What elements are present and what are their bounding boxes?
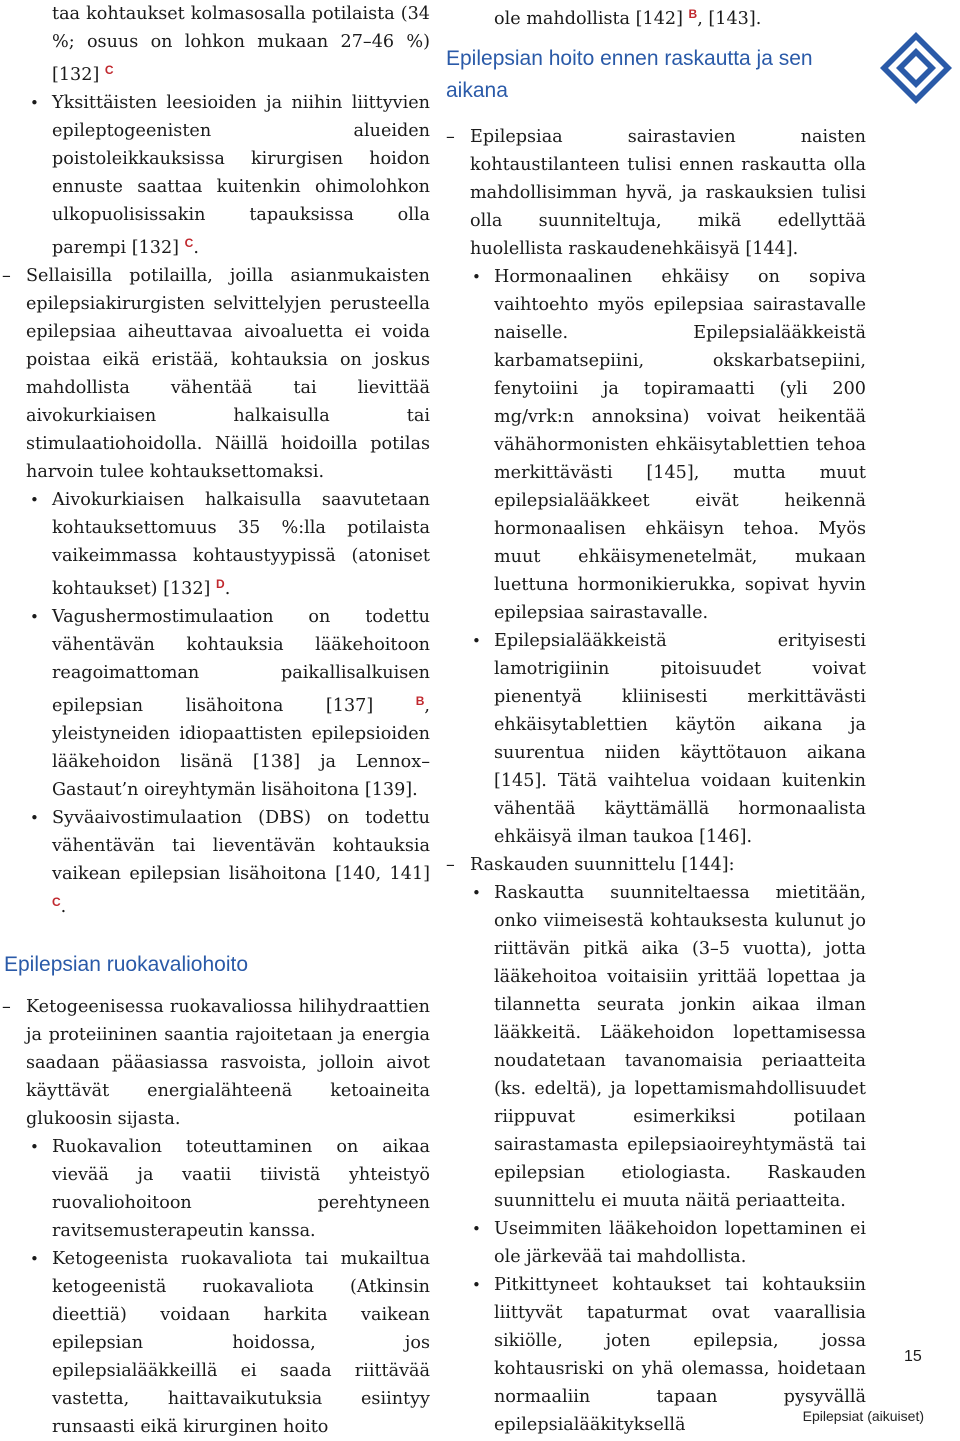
bullet-item: • Raskautta suunniteltaessa mietitään, onko viimeisestä kohtauksesta kulunut jo riittävän pitkä aika (3–5 vuotta), jotta lääkehoitoa voitaisiin yrittää lopettaa ja tilannetta seurata jonkin aikaa ilman lääkkeitä. Lääkehoidon lopettamisessa noudatetaan tavanomaisia periaatteita (ks. edeltä), ja lopettamismahdollisuudet riippuvat esimerkiksi potilaan sairastamasta epilepsiaoireyhtymästä tai epilepsian etiologiasta. Raskauden suunnittelu ei muuta näitä periaatteita. bbox=[446, 879, 866, 1215]
text: taa kohtaukset kolmasosalla potilaista (34 %; osuus on lohkon mukaan 27–46 %) [132] bbox=[52, 4, 430, 85]
bullet-item: • Hormonaalinen ehkäisy on sopiva vaihtoehto myös epilepsiaa sairastavalle naiselle. Epilepsialääkkeistä karbamatsepiini, okskarbatsepiini, fenytoiini ja topiramaatti (yli 200 mg/vrk:n annoksina) voivat heikentää vähähormonisten ehkäisytablettien tehoa merkittävästi [145], mutta muut epilepsialääkkeet eivät heikennä hormonaalisen ehkäisyn tehoa. Myös muut ehkäisymenetelmät, mukaan luettuna hormonikierukka, sopivat hyvin epilepsiaa sairastavalle. bbox=[446, 263, 866, 627]
section-heading: Epilepsian ruokavaliohoito bbox=[4, 953, 248, 976]
page-number: 15 bbox=[904, 1348, 922, 1365]
evidence-grade: C bbox=[52, 895, 61, 909]
evidence-grade: B bbox=[415, 694, 425, 708]
bullet-item: • Epilepsialääkkeistä erityisesti lamotrigiinin pitoisuudet voivat pienentyä kliinisesti merkittävästi ehkäisytablettien käytön aikana ja suurentua niiden käyttötauon aikana [145]. Tätä vaihtelua voidaan kuitenkin vähentää käyttämällä hormonaalista ehkäisyä ilman taukoa [146]. bbox=[446, 627, 866, 851]
continued-paragraph bbox=[0, 0, 430, 89]
left-column bbox=[0, 0, 430, 1441]
text: Syväaivostimulaation (DBS) on todettu vähentävän tai lieventävän kohtauksia vaikean epilepsian lisähoitona [140, 141] bbox=[52, 808, 430, 884]
bullet-item: • Ruokavalion toteuttaminen on aikaa vievää ja vaatii tiivistä yhteistyö ruovaliohoitoon perehtyneen ravitsemusterapeutin kanssa. bbox=[0, 1133, 430, 1245]
text: , [143]. bbox=[697, 9, 762, 29]
evidence-grade: C bbox=[104, 63, 114, 77]
text: ole mahdollista [142] bbox=[494, 9, 683, 29]
bullet-item bbox=[0, 603, 430, 804]
bullet-item: • Syväaivostimulaation (DBS) on todettu vähentävän tai lieventävän kohtauksia vaikean epilepsian lisähoitona [140, 141] $^C$. bbox=[0, 804, 430, 921]
bullet-item: • Ketogeenista ruokavaliota tai mukailtua ketogeenistä ruokavaliota (Atkinsin dieettiä) voidaan harkita vaikean epilepsian hoidossa, jos epilepsialääkkeillä ei saada riittävää vastetta, haittavaikutuksia esiintyy runsaasti eikä kirurginen hoito bbox=[0, 1245, 430, 1441]
footer-title: Epilepsiat (aikuiset) bbox=[802, 1408, 924, 1424]
dash-item: – Sellaisilla potilailla, joilla asianmukaisten epilepsiakirurgisten selvittelyjen perusteella epilepsiaa aiheuttavaa aivoaluetta ei voida poistaa eikä eristää, kohtauksia on joskus mahdollista vähentää tai lievittää aivokurkiaisen halkaisulla tai stimulaatiohoidolla. Näillä hoidoilla potilas harvoin tulee kohtauksettomaksi. bbox=[0, 262, 430, 486]
right-column bbox=[446, 0, 866, 1439]
text: Aivokurkiaisen halkaisulla saavutetaan kohtauksettomuus 35 %:lla potilaista vaikeimmassa kohtaustyypissä (atoniset kohtaukset) [132] bbox=[52, 490, 430, 599]
section-heading: Epilepsian hoito ennen raskautta ja sen aikana bbox=[446, 47, 813, 102]
continued-paragraph bbox=[446, 0, 866, 33]
dash-item: – Epilepsiaa sairastavien naisten kohtaustilanteen tulisi ennen raskautta olla mahdollisimman hyvä, ja raskauksien tulisi olla suunniteltuja, mikä edellyttää huolellista raskaudenehkäisyä [144]. bbox=[446, 123, 866, 263]
bullet-item: • Yksittäisten leesioiden ja niihin liittyvien epileptogeenisten alueiden poistoleikkauksissa kirurgisen hoidon ennuste saattaa kuitenkin ohimolohkon ulkopuolisissakin tapauksissa olla parempi [132] $^C$. bbox=[0, 89, 430, 262]
text: Yksittäisten leesioiden ja niihin liittyvien epileptogeenisten alueiden poistoleikkauksissa kirurgisen hoidon ennuste saattaa kuitenkin ohimolohkon ulkopuolisissakin tapauksissa olla parempi [132] bbox=[52, 93, 430, 258]
evidence-grade: D bbox=[216, 577, 225, 591]
evidence-grade: B bbox=[688, 7, 698, 21]
dash-item: – Raskauden suunnittelu [144]: bbox=[446, 851, 866, 879]
diamond-logo-icon bbox=[878, 30, 954, 106]
text: Vagushermostimulaation on todettu vähentävän kohtauksia lääkehoitoon reagoimattoman paikallisalkuisen epilepsian lisähoitona [137] bbox=[52, 607, 430, 716]
dash-item: – Ketogeenisessa ruokavaliossa hilihydraattien ja proteiininen saantia rajoitetaan ja energia saadaan pääasiassa rasvoista, jolloin aivot käyttävät energialähteenä ketoaineita glukoosin sijasta. bbox=[0, 993, 430, 1133]
evidence-grade: C bbox=[184, 236, 194, 250]
text: , yleistyneiden idiopaattisten epilepsioiden lääkehoidon lisänä [138] ja Lennox–Gastaut’n oireyhtymän lisähoitona [139]. bbox=[52, 696, 430, 800]
bullet-item: • Useimmiten lääkehoidon lopettaminen ei ole järkevää tai mahdollista. bbox=[446, 1215, 866, 1271]
bullet-item: • Pitkittyneet kohtaukset tai kohtauksiin liittyvät tapaturmat ovat vaarallisia sikiölle, joten epilepsia, jossa kohtausriski on yhä olemassa, hoidetaan normaaliin tapaan pysyvällä epilepsialääkityksellä bbox=[446, 1271, 866, 1439]
bullet-item: • Aivokurkiaisen halkaisulla saavutetaan kohtauksettomuus 35 %:lla potilaista vaikeimmassa kohtaustyypissä (atoniset kohtaukset) [132] $^D$. bbox=[0, 486, 430, 603]
